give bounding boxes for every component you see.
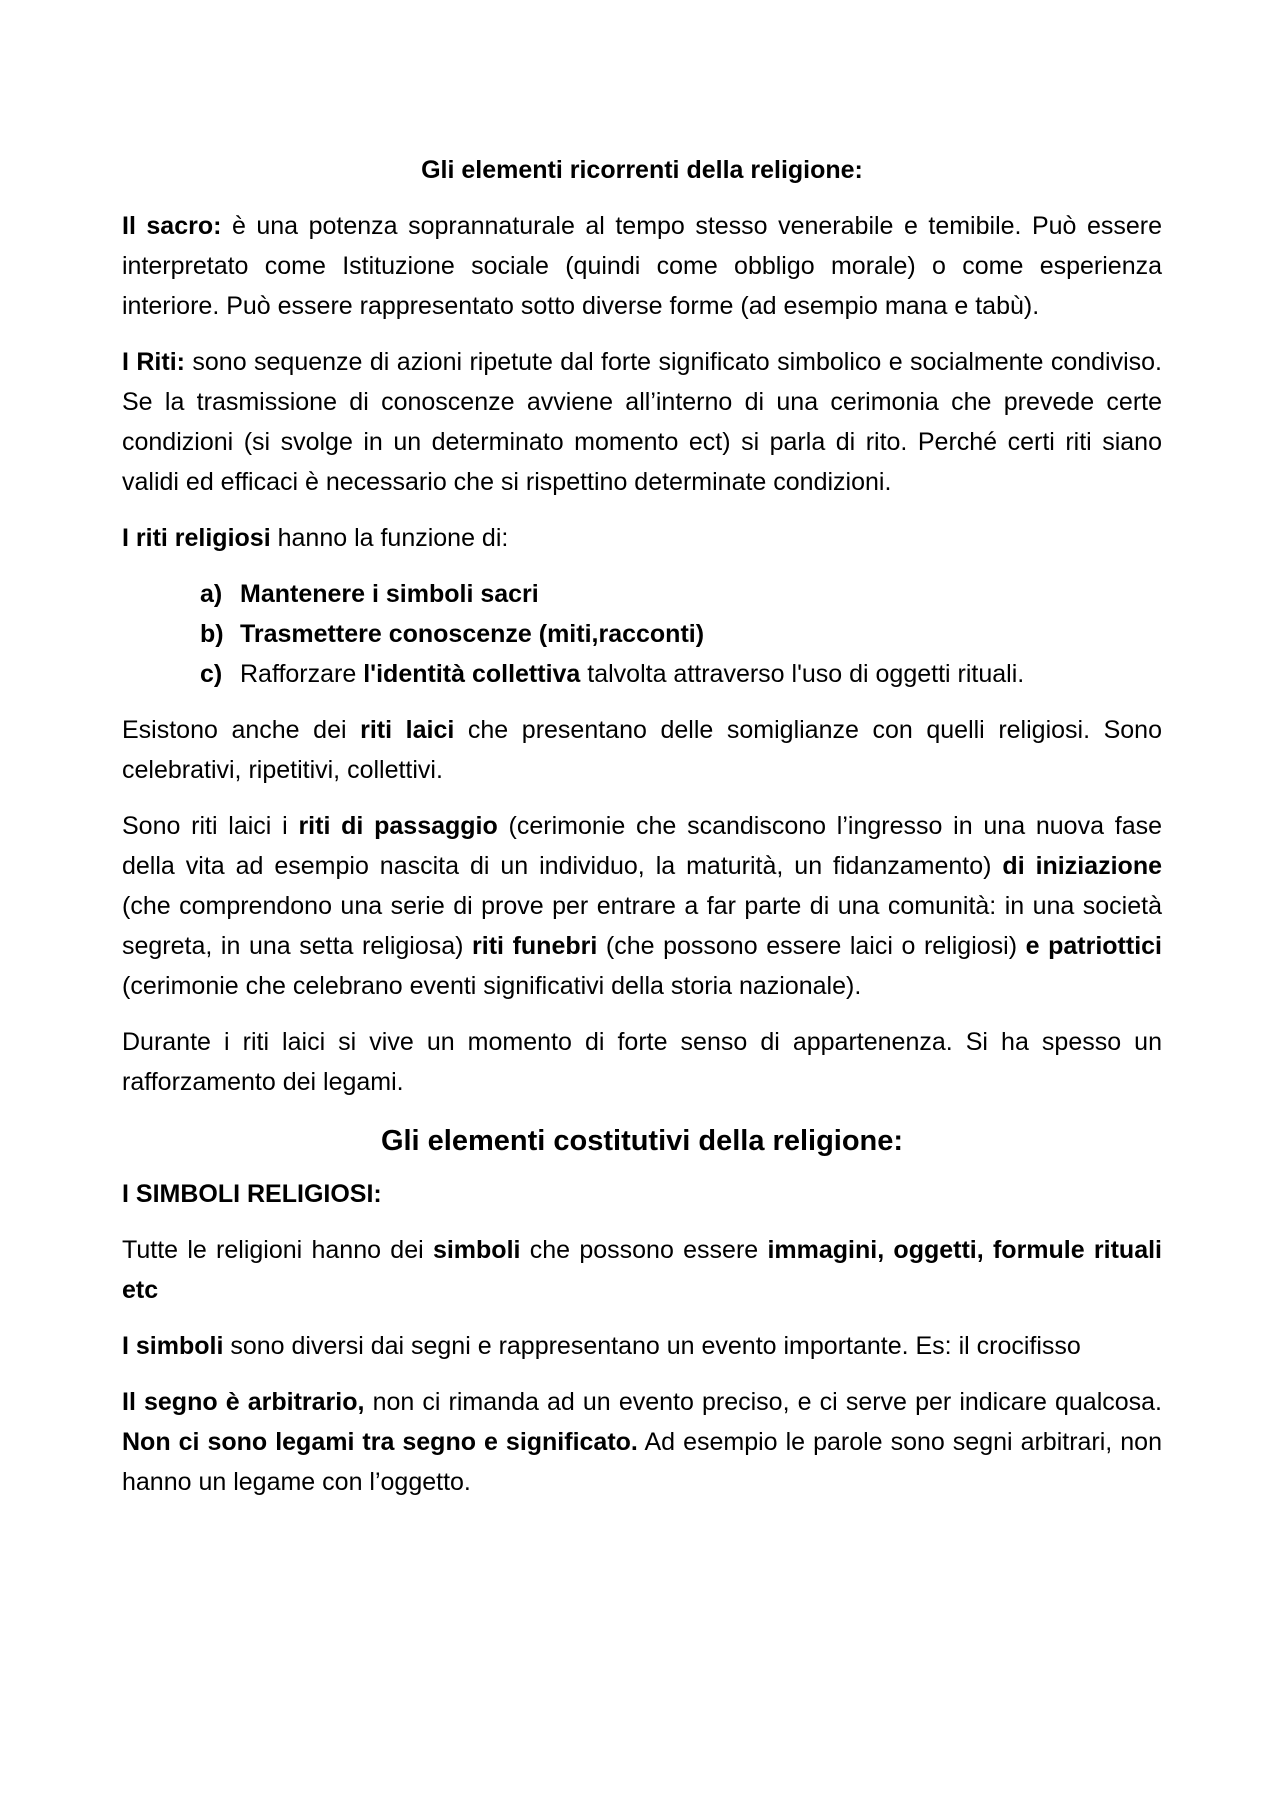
paragraph-segno: Il segno è arbitrario, non ci rimanda ad un evento preciso, e ci serve per indicare qualcosa. Non ci sono legami tra segno e significato. Ad esempio le parole sono segni arbitrari, non hanno un legame con l’oggetto. (122, 1388, 1162, 1496)
paragraph-riti-laici: Esistono anche dei riti laici che presentano delle somiglianze con quelli religiosi. Sono celebrativi, ripetitivi, collettivi. (122, 716, 1162, 784)
list-item: a) Mantenere i simboli sacri (200, 580, 539, 608)
term-riti: I Riti: (122, 348, 185, 376)
term-riti-religiosi: I riti religiosi (122, 524, 271, 552)
paragraph-durante: Durante i riti laici si vive un momento di forte senso di appartenenza. Si ha spesso un rafforzamento dei legami. (122, 1028, 1162, 1096)
section-title-ricorrenti: Gli elementi ricorrenti della religione: (421, 156, 863, 184)
section-title-costitutivi: Gli elementi costitutivi della religione: (380, 1125, 904, 1157)
document-page (122, 150, 1162, 1518)
heading-simboli: I SIMBOLI RELIGIOSI: (122, 1180, 382, 1208)
function-list (122, 574, 1162, 694)
list-item: c) Rafforzare l'identità collettiva talvolta attraverso l'uso di oggetti rituali. (200, 660, 1025, 688)
list-item: b) Trasmettere conoscenze (miti,racconti) (200, 620, 705, 648)
paragraph-simboli: I simboli sono diversi dai segni e rappresentano un evento importante. Es: il crocifisso (122, 1332, 1081, 1360)
paragraph-riti: I Riti: sono sequenze di azioni ripetute dal forte significato simbolico e socialmente condiviso. Se la trasmissione di conoscenze avviene all’interno di una cerimonia che prevede certe condizioni (si svolge in un determinato momento ect) si parla di rito. Perché certi riti siano validi ed efficaci è necessario che si rispettino determinate condizioni. (122, 348, 1162, 496)
paragraph-passaggio: Sono riti laici i riti di passaggio (cerimonie che scandiscono l’ingresso in una nuova fase della vita ad esempio nascita di un individuo, la maturità, un fidanzamento) di iniziazione (che comprendono una serie di prove per entrare a far parte di una comunità: in una società segreta, in una setta religiosa) riti funebri (che possono essere laici o religiosi) e patriottici (cerimonie che celebrano eventi significativi della storia nazionale). (122, 812, 1163, 1000)
paragraph-funzione: I riti religiosi hanno la funzione di: (122, 524, 509, 552)
paragraph-tutte: Tutte le religioni hanno dei simboli che possono essere immagini, oggetti, formule rituali etc (122, 1236, 1162, 1304)
term-sacro: Il sacro: (122, 212, 222, 240)
paragraph-sacro: Il sacro: è una potenza soprannaturale al tempo stesso venerabile e temibile. Può essere interpretato come Istituzione sociale (quindi come obbligo morale) o come esperienza interiore. Può essere rappresentato sotto diverse forme (ad esempio mana e tabù). (122, 212, 1163, 320)
